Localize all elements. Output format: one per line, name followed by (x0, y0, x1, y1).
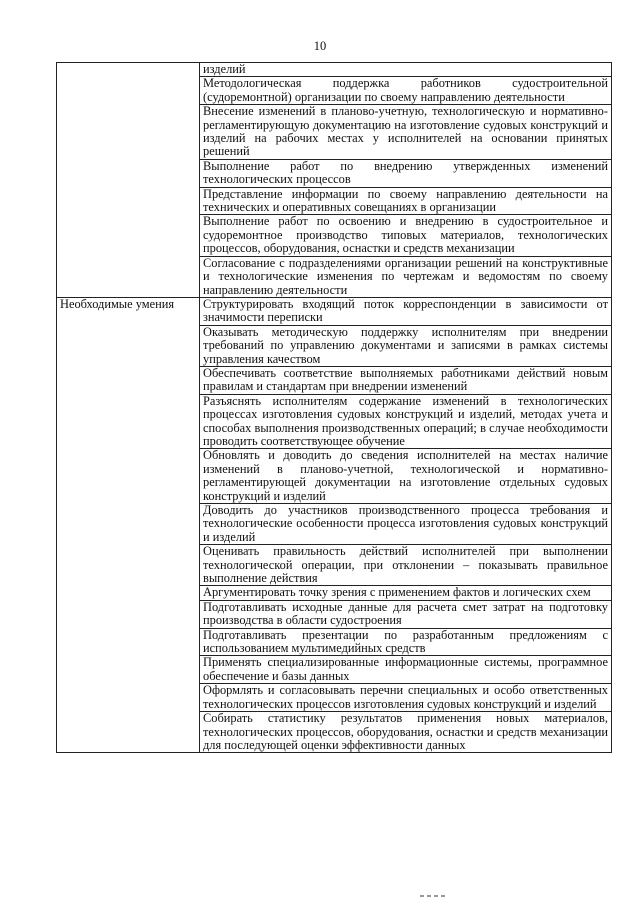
table-cell-item: Внесение изменений в планово-учетную, технологическую и нормативно-регламентирующую документацию на изготовление судовых конструкций и изделий на рабочих местах у исполнителей на основании принятых решений (200, 105, 612, 160)
table-cell-item: изделий (200, 63, 612, 77)
page-number: 10 (313, 39, 327, 53)
table-cell-item: Подготавливать исходные данные для расчета смет затрат на подготовку производства в области судостроения (200, 600, 612, 628)
table-cell-item: Обеспечивать соответствие выполняемых работниками действий новым правилам и стандартам при внедрении изменений (200, 366, 612, 394)
table-cell-item: Применять специализированные информационные системы, программное обеспечение и базы данных (200, 656, 612, 684)
table-cell-item: Оценивать правильность действий исполнителей при выполнении технологической операции, при отклонении – показывать правильное выполнение действия (200, 545, 612, 586)
table-cell-item: Обновлять и доводить до сведения исполнителей на местах наличие изменений в планово-учетной, технологической и нормативно-регламентирующей документации на изготовление отдельных судовых конструкций и изделий (200, 449, 612, 504)
section-label: Необходимые умения (57, 297, 200, 752)
section-label (57, 63, 200, 298)
table-cell-item: Подготавливать презентации по разработанным предложениям с использованием мультимедийных средств (200, 628, 612, 656)
table-cell-item: Структурировать входящий поток корреспонденции в зависимости от значимости переписки (200, 297, 612, 325)
table-cell-item: Оказывать методическую поддержку исполнителям при внедрении требований по управлению документами и записями в рамках системы управления качеством (200, 325, 612, 366)
scan-artifact (420, 895, 448, 897)
table-row (57, 63, 612, 77)
table-cell-item: Оформлять и согласовывать перечни специальных и особо ответственных технологических процессов изготовления судовых конструкций и изделий (200, 684, 612, 712)
table-cell-item: Согласование с подразделениями организации решений на конструктивные и технологические изменения по чертежам и ведомостям по своему направлению деятельности (200, 256, 612, 297)
table-cell-item: Выполнение работ по освоению и внедрению в судостроительное и судоремонтное производство типовых материалов, технологических процессов, оборудования, оснастки и средств механизации (200, 215, 612, 256)
table-cell-item: Разъяснять исполнителям содержание изменений в технологических процессах изготовления судовых конструкций и изделий, методах учета и способах выполнения производственных операций; в случае необходимости проводить соответствующее обучение (200, 394, 612, 449)
table-body (57, 63, 612, 753)
table-cell-item: Методологическая поддержка работников судостроительной (судоремонтной) организации по своему направлению деятельности (200, 77, 612, 105)
table-cell-item: Аргументировать точку зрения с применением фактов и логических схем (200, 586, 612, 600)
table-cell-item: Доводить до участников производственного процесса требования и технологические особенности процесса изготовления судовых конструкций и изделий (200, 504, 612, 545)
table-cell-item: Собирать статистику результатов применения новых материалов, технологических процессов, оборудования, оснастки и средств механизации для последующей оценки эффективности данных (200, 712, 612, 753)
table-cell-item: Представление информации по своему направлению деятельности на технических и оперативных совещаниях в организации (200, 187, 612, 215)
table-cell-item: Выполнение работ по внедрению утвержденных изменений технологических процессов (200, 159, 612, 187)
table-row (57, 297, 612, 325)
competency-table (56, 62, 612, 753)
